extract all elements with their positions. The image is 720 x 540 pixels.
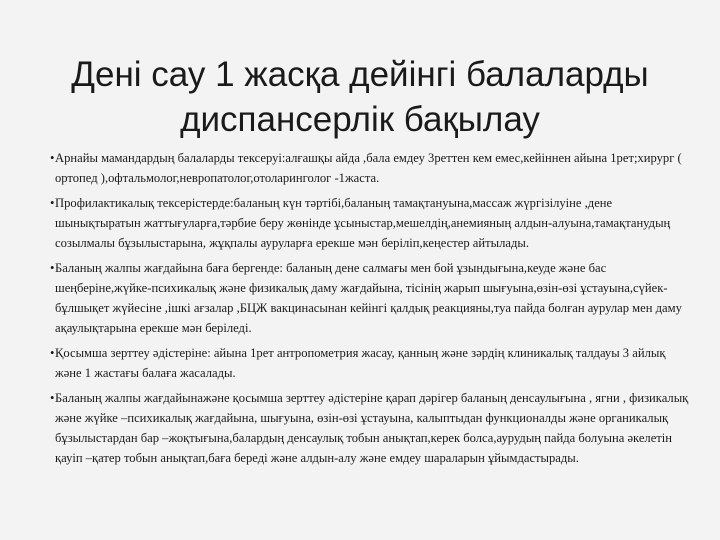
bullet-text: Арнайы мамандардың балаларды тексеруі:алғашқы айда ,бала емдеу 3реттен кем емес,кейіннен айына 1рет;хирург ( ортопед ),офтальмолог,невропатолог,отоларинголог -1жаста. xyxy=(55,151,682,185)
slide-title: Дені сау 1 жасқа дейінгі балаларды диспансерлік бақылау xyxy=(71,55,649,139)
bullet-item xyxy=(50,193,690,253)
bullet-item xyxy=(50,388,690,468)
bullet-marker: • xyxy=(50,261,55,275)
bullet-marker: • xyxy=(50,151,55,165)
bullet-marker: • xyxy=(50,346,55,360)
bullet-text: Қосымша зерттеу әдістеріне: айына 1рет антропометрия жасау, қанның және зәрдің клиникалық талдауы 3 айлық және 1 жастағы балаға жасалады. xyxy=(55,346,666,380)
bullet-marker: • xyxy=(50,196,55,210)
bullet-list xyxy=(50,148,690,473)
bullet-item xyxy=(50,258,690,338)
bullet-marker: • xyxy=(50,391,55,405)
bullet-text: Баланың жалпы жағдайынажәне қосымша зерттеу әдістеріне қарап дәрігер баланың денсаулығына , ягни , физикалық және жүйке –психикалық жағдайына, шығуына, өзін-өзі ұстауына, калыптыдан функционалды және органикалық бұзылыстардан бар –жоқтығына,балардың денсаулық тобын анықтап,керек болса,аурудың пайда болуына әкелетін қауіп –қатер тобын анықтап,баға береді және алдын-алу және емдеу шараларын ұйымдастырады. xyxy=(55,391,689,465)
bullet-item xyxy=(50,148,690,188)
bullet-item xyxy=(50,343,690,383)
bullet-text: Профилактикалық тексерістерде:баланың күн тәртібі,баланың тамақтануына,массаж жүргізілуіне ,дене шынықтыратын жаттығуларға,тәрбие беру жөнінде ұсыныстар,мешелдің,анемияның алдын-алуына,тамақтанудың созылмалы бұзылыстарына, жұқпалы ауруларға ерекше мән беріліп,кеңестер айтылады. xyxy=(55,196,671,250)
bullet-text: Баланың жалпы жағдайына баға бергенде: баланың дене салмағы мен бой ұзындығына,кеуде және бас шеңберіне,жүйке-психикалық және физикалық даму жағдайына, тісінің жарып шығуына,өзін-өзі ұстауына,сүйек-бұлшықет жүйесіне ,ішкі ағзалар ,БЦЖ вакцинасынан кейінгі қалдық реакцияны,туа пайда болған аурулар мен даму ақаулықтарына ерекше мән беріледі. xyxy=(55,261,682,335)
